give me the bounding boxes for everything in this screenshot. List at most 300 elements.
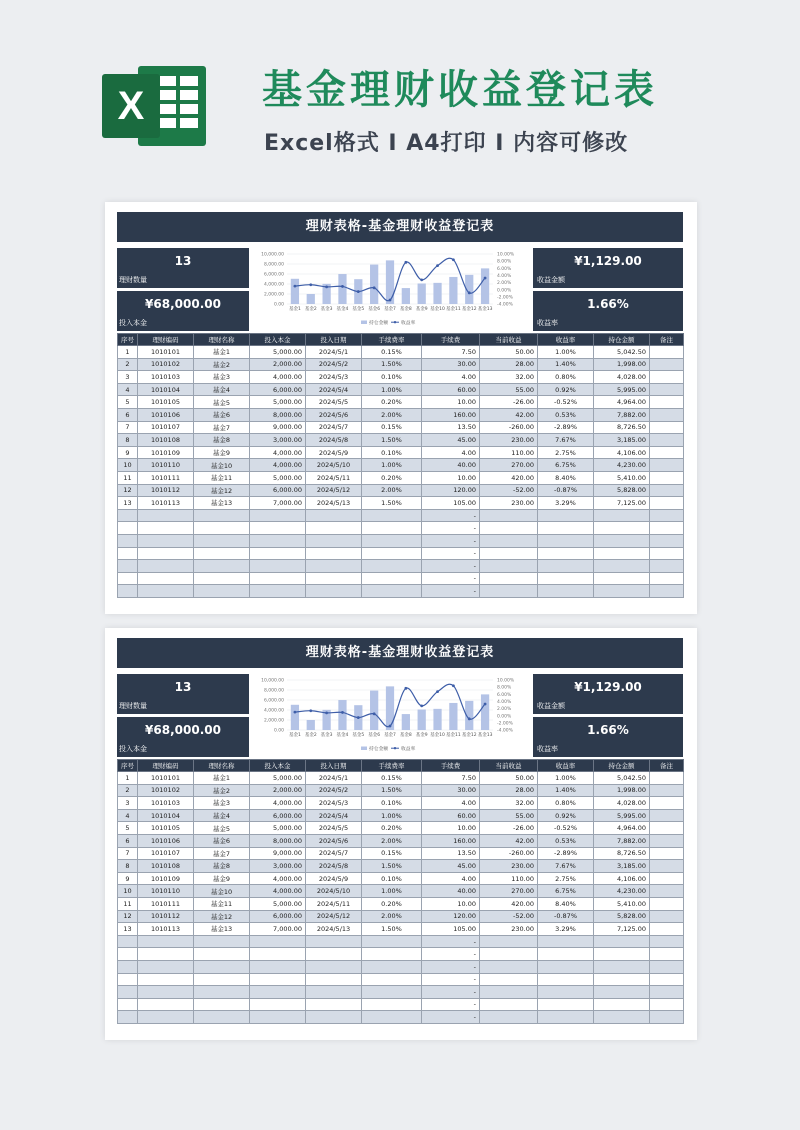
table-cell[interactable]: 1.00%	[362, 459, 422, 472]
table-cell[interactable]: 4,000.00	[250, 885, 306, 898]
table-cell[interactable]: 30.00	[422, 358, 480, 371]
table-cell[interactable]: 基金10	[194, 459, 250, 472]
table-cell[interactable]: 32.00	[480, 797, 538, 810]
table-cell[interactable]: 0.10%	[362, 446, 422, 459]
table-cell[interactable]: 55.00	[480, 809, 538, 822]
table-cell[interactable]	[538, 948, 594, 961]
table-cell[interactable]	[194, 973, 250, 986]
table-cell[interactable]: 2024/5/2	[306, 784, 362, 797]
table-cell[interactable]: -	[422, 522, 480, 535]
table-cell[interactable]	[306, 572, 362, 585]
table-cell[interactable]: 12	[118, 910, 138, 923]
table-cell[interactable]	[650, 834, 684, 847]
table-cell[interactable]: 230.00	[480, 923, 538, 936]
table-cell[interactable]: 1010108	[138, 434, 194, 447]
table-cell[interactable]: 2024/5/8	[306, 434, 362, 447]
table-cell[interactable]	[118, 948, 138, 961]
table-cell[interactable]	[594, 1011, 650, 1024]
table-cell[interactable]: 1010101	[138, 346, 194, 359]
table-cell[interactable]: 4	[118, 383, 138, 396]
table-cell[interactable]: 2024/5/7	[306, 847, 362, 860]
table-cell[interactable]: 5,828.00	[594, 484, 650, 497]
table-cell[interactable]: 50.00	[480, 346, 538, 359]
table-cell[interactable]	[250, 560, 306, 573]
table-cell[interactable]: 3,000.00	[250, 434, 306, 447]
table-cell[interactable]	[194, 935, 250, 948]
table-cell[interactable]: 8.40%	[538, 471, 594, 484]
table-cell[interactable]: 1010107	[138, 421, 194, 434]
table-cell[interactable]: 11	[118, 897, 138, 910]
table-cell[interactable]	[250, 585, 306, 598]
table-cell[interactable]: 2	[118, 784, 138, 797]
table-cell[interactable]: 5,995.00	[594, 383, 650, 396]
table-cell[interactable]	[306, 948, 362, 961]
table-cell[interactable]: 3	[118, 371, 138, 384]
table-cell[interactable]	[118, 585, 138, 598]
table-cell[interactable]	[362, 585, 422, 598]
table-cell[interactable]: 基金4	[194, 809, 250, 822]
table-cell[interactable]: 42.00	[480, 408, 538, 421]
table-cell[interactable]	[594, 960, 650, 973]
table-cell[interactable]	[650, 547, 684, 560]
table-cell[interactable]: 0.10%	[362, 371, 422, 384]
table-cell[interactable]: 4,000.00	[250, 459, 306, 472]
table-cell[interactable]	[650, 408, 684, 421]
table-cell[interactable]	[362, 534, 422, 547]
table-cell[interactable]	[480, 948, 538, 961]
table-cell[interactable]: 5,410.00	[594, 471, 650, 484]
table-cell[interactable]: 7,882.00	[594, 408, 650, 421]
table-cell[interactable]	[138, 534, 194, 547]
table-cell[interactable]	[480, 585, 538, 598]
table-cell[interactable]	[250, 998, 306, 1011]
table-cell[interactable]	[362, 998, 422, 1011]
table-cell[interactable]: -0.52%	[538, 822, 594, 835]
table-cell[interactable]: 4	[118, 809, 138, 822]
table-cell[interactable]	[138, 560, 194, 573]
table-cell[interactable]	[650, 358, 684, 371]
table-cell[interactable]: 270.00	[480, 459, 538, 472]
table-cell[interactable]: 9,000.00	[250, 421, 306, 434]
table-cell[interactable]	[362, 948, 422, 961]
table-cell[interactable]	[650, 822, 684, 835]
table-cell[interactable]	[250, 986, 306, 999]
table-cell[interactable]	[538, 998, 594, 1011]
table-cell[interactable]: -26.00	[480, 396, 538, 409]
table-cell[interactable]: 7,000.00	[250, 923, 306, 936]
table-cell[interactable]: 基金5	[194, 822, 250, 835]
table-cell[interactable]: 40.00	[422, 459, 480, 472]
table-cell[interactable]	[480, 572, 538, 585]
table-cell[interactable]: 10	[118, 459, 138, 472]
table-cell[interactable]: 1.50%	[362, 784, 422, 797]
table-cell[interactable]: 1010110	[138, 885, 194, 898]
table-cell[interactable]: 2.75%	[538, 446, 594, 459]
table-cell[interactable]: 7,000.00	[250, 497, 306, 510]
table-cell[interactable]: 1.50%	[362, 434, 422, 447]
table-cell[interactable]: 基金8	[194, 860, 250, 873]
table-cell[interactable]: 6	[118, 834, 138, 847]
table-cell[interactable]	[650, 497, 684, 510]
table-cell[interactable]: 1010102	[138, 358, 194, 371]
table-cell[interactable]: 7,125.00	[594, 923, 650, 936]
table-cell[interactable]	[194, 986, 250, 999]
table-cell[interactable]: 7	[118, 421, 138, 434]
table-cell[interactable]	[650, 446, 684, 459]
table-cell[interactable]: 10.00	[422, 471, 480, 484]
table-cell[interactable]: 5,000.00	[250, 822, 306, 835]
table-cell[interactable]: 1010106	[138, 834, 194, 847]
table-cell[interactable]: 1010109	[138, 446, 194, 459]
table-cell[interactable]	[118, 1011, 138, 1024]
table-cell[interactable]: 110.00	[480, 446, 538, 459]
table-cell[interactable]	[538, 560, 594, 573]
table-cell[interactable]: 1010107	[138, 847, 194, 860]
table-cell[interactable]: 基金13	[194, 923, 250, 936]
table-cell[interactable]	[480, 509, 538, 522]
table-cell[interactable]: 120.00	[422, 484, 480, 497]
table-cell[interactable]	[306, 560, 362, 573]
table-cell[interactable]	[650, 986, 684, 999]
table-cell[interactable]: -	[422, 547, 480, 560]
table-cell[interactable]	[650, 459, 684, 472]
table-cell[interactable]: 13	[118, 497, 138, 510]
table-cell[interactable]: -	[422, 509, 480, 522]
table-cell[interactable]: 3,185.00	[594, 860, 650, 873]
table-cell[interactable]: 0.80%	[538, 371, 594, 384]
table-cell[interactable]	[306, 960, 362, 973]
table-cell[interactable]: 3.29%	[538, 497, 594, 510]
table-cell[interactable]: 42.00	[480, 834, 538, 847]
table-cell[interactable]	[650, 935, 684, 948]
table-cell[interactable]: 2024/5/3	[306, 797, 362, 810]
table-cell[interactable]	[194, 547, 250, 560]
table-cell[interactable]: 5,828.00	[594, 910, 650, 923]
table-cell[interactable]	[594, 534, 650, 547]
table-cell[interactable]: 4,000.00	[250, 446, 306, 459]
table-cell[interactable]: 4,000.00	[250, 797, 306, 810]
table-cell[interactable]	[594, 585, 650, 598]
table-cell[interactable]: 基金1	[194, 772, 250, 785]
table-cell[interactable]: 1.50%	[362, 497, 422, 510]
table-cell[interactable]	[480, 547, 538, 560]
table-cell[interactable]	[650, 1011, 684, 1024]
table-cell[interactable]: 8,726.50	[594, 421, 650, 434]
table-cell[interactable]: 2024/5/6	[306, 834, 362, 847]
table-cell[interactable]: 9,000.00	[250, 847, 306, 860]
table-cell[interactable]: 45.00	[422, 434, 480, 447]
table-cell[interactable]: 2,000.00	[250, 358, 306, 371]
table-cell[interactable]	[650, 534, 684, 547]
table-cell[interactable]	[650, 960, 684, 973]
table-cell[interactable]	[138, 960, 194, 973]
table-cell[interactable]: 8,000.00	[250, 834, 306, 847]
table-cell[interactable]	[480, 560, 538, 573]
table-cell[interactable]: 1.00%	[362, 885, 422, 898]
table-cell[interactable]	[650, 522, 684, 535]
table-cell[interactable]: 1010111	[138, 897, 194, 910]
table-cell[interactable]	[480, 1011, 538, 1024]
table-cell[interactable]	[362, 547, 422, 560]
table-cell[interactable]: 32.00	[480, 371, 538, 384]
table-cell[interactable]	[138, 522, 194, 535]
table-cell[interactable]: -	[422, 986, 480, 999]
table-cell[interactable]: 1010103	[138, 797, 194, 810]
table-cell[interactable]: -	[422, 973, 480, 986]
table-cell[interactable]: 基金13	[194, 497, 250, 510]
table-cell[interactable]: 7.67%	[538, 434, 594, 447]
table-cell[interactable]	[118, 534, 138, 547]
table-cell[interactable]: 4.00	[422, 872, 480, 885]
table-cell[interactable]: 2.00%	[362, 408, 422, 421]
table-cell[interactable]: -52.00	[480, 484, 538, 497]
table-cell[interactable]	[538, 509, 594, 522]
table-cell[interactable]: 5,000.00	[250, 772, 306, 785]
table-cell[interactable]	[250, 960, 306, 973]
table-cell[interactable]: 基金10	[194, 885, 250, 898]
table-cell[interactable]	[650, 923, 684, 936]
table-cell[interactable]	[650, 872, 684, 885]
table-cell[interactable]: 4,106.00	[594, 872, 650, 885]
table-cell[interactable]: 4.00	[422, 797, 480, 810]
table-cell[interactable]	[480, 534, 538, 547]
table-cell[interactable]: 4,964.00	[594, 822, 650, 835]
table-cell[interactable]: 2024/5/9	[306, 872, 362, 885]
table-cell[interactable]: 1010105	[138, 822, 194, 835]
table-cell[interactable]: 4,106.00	[594, 446, 650, 459]
table-cell[interactable]: 2.75%	[538, 872, 594, 885]
table-cell[interactable]	[250, 973, 306, 986]
table-cell[interactable]	[480, 998, 538, 1011]
table-cell[interactable]: 4,230.00	[594, 885, 650, 898]
table-cell[interactable]: 基金12	[194, 484, 250, 497]
table-cell[interactable]: -	[422, 948, 480, 961]
table-cell[interactable]	[362, 960, 422, 973]
table-cell[interactable]: 2024/5/3	[306, 371, 362, 384]
table-cell[interactable]	[480, 960, 538, 973]
table-cell[interactable]: -	[422, 960, 480, 973]
table-cell[interactable]	[538, 986, 594, 999]
table-cell[interactable]: 2024/5/4	[306, 383, 362, 396]
table-cell[interactable]	[650, 910, 684, 923]
table-cell[interactable]	[194, 509, 250, 522]
table-cell[interactable]: 1010112	[138, 910, 194, 923]
table-cell[interactable]: 2024/5/11	[306, 471, 362, 484]
table-cell[interactable]: -2.89%	[538, 421, 594, 434]
table-cell[interactable]: 2024/5/9	[306, 446, 362, 459]
table-cell[interactable]	[650, 484, 684, 497]
table-cell[interactable]: 基金2	[194, 784, 250, 797]
table-cell[interactable]: 0.15%	[362, 346, 422, 359]
table-cell[interactable]: 8.40%	[538, 897, 594, 910]
table-cell[interactable]: 11	[118, 471, 138, 484]
table-cell[interactable]	[250, 1011, 306, 1024]
table-cell[interactable]	[138, 509, 194, 522]
table-cell[interactable]: 2024/5/8	[306, 860, 362, 873]
table-cell[interactable]: -0.52%	[538, 396, 594, 409]
table-cell[interactable]: 5,000.00	[250, 396, 306, 409]
table-cell[interactable]	[594, 986, 650, 999]
table-cell[interactable]: 基金11	[194, 897, 250, 910]
table-cell[interactable]: 7,882.00	[594, 834, 650, 847]
table-cell[interactable]: 1010104	[138, 809, 194, 822]
table-cell[interactable]	[362, 572, 422, 585]
table-cell[interactable]	[118, 572, 138, 585]
table-cell[interactable]: 6,000.00	[250, 383, 306, 396]
table-cell[interactable]: 2024/5/12	[306, 484, 362, 497]
table-cell[interactable]	[194, 560, 250, 573]
table-cell[interactable]: 10.00	[422, 897, 480, 910]
table-cell[interactable]: 8,726.50	[594, 847, 650, 860]
table-cell[interactable]	[650, 572, 684, 585]
table-cell[interactable]: -0.87%	[538, 910, 594, 923]
table-cell[interactable]: 30.00	[422, 784, 480, 797]
table-cell[interactable]: 2024/5/12	[306, 910, 362, 923]
table-cell[interactable]: 7,125.00	[594, 497, 650, 510]
table-cell[interactable]: 2024/5/5	[306, 822, 362, 835]
table-cell[interactable]	[538, 522, 594, 535]
table-cell[interactable]: 4,028.00	[594, 797, 650, 810]
table-cell[interactable]: 基金2	[194, 358, 250, 371]
table-cell[interactable]: 1.50%	[362, 358, 422, 371]
table-cell[interactable]	[650, 847, 684, 860]
table-cell[interactable]	[250, 522, 306, 535]
table-cell[interactable]: -	[422, 572, 480, 585]
table-cell[interactable]: 1010104	[138, 383, 194, 396]
table-cell[interactable]: 0.80%	[538, 797, 594, 810]
table-cell[interactable]	[250, 509, 306, 522]
table-cell[interactable]: 4,028.00	[594, 371, 650, 384]
table-cell[interactable]: 1.50%	[362, 860, 422, 873]
table-cell[interactable]	[118, 973, 138, 986]
table-cell[interactable]: 1.50%	[362, 923, 422, 936]
table-cell[interactable]: 基金11	[194, 471, 250, 484]
table-cell[interactable]	[650, 509, 684, 522]
table-cell[interactable]	[650, 434, 684, 447]
table-cell[interactable]: 1010106	[138, 408, 194, 421]
table-cell[interactable]: 28.00	[480, 784, 538, 797]
table-cell[interactable]: 8,000.00	[250, 408, 306, 421]
table-cell[interactable]	[650, 421, 684, 434]
table-cell[interactable]	[362, 560, 422, 573]
table-cell[interactable]: 基金3	[194, 797, 250, 810]
table-cell[interactable]	[650, 471, 684, 484]
table-cell[interactable]: 28.00	[480, 358, 538, 371]
table-cell[interactable]: 110.00	[480, 872, 538, 885]
table-cell[interactable]	[362, 1011, 422, 1024]
table-cell[interactable]: 105.00	[422, 497, 480, 510]
table-cell[interactable]: 10	[118, 885, 138, 898]
table-cell[interactable]	[118, 986, 138, 999]
table-cell[interactable]: 13	[118, 923, 138, 936]
table-cell[interactable]: 230.00	[480, 497, 538, 510]
table-cell[interactable]: 120.00	[422, 910, 480, 923]
table-cell[interactable]	[138, 973, 194, 986]
table-cell[interactable]: 基金5	[194, 396, 250, 409]
table-cell[interactable]	[194, 585, 250, 598]
table-cell[interactable]	[362, 522, 422, 535]
table-cell[interactable]	[538, 534, 594, 547]
table-cell[interactable]	[650, 948, 684, 961]
table-cell[interactable]	[138, 986, 194, 999]
table-cell[interactable]: 420.00	[480, 897, 538, 910]
table-cell[interactable]: 60.00	[422, 809, 480, 822]
table-cell[interactable]: 160.00	[422, 834, 480, 847]
table-cell[interactable]	[194, 948, 250, 961]
table-cell[interactable]: 基金7	[194, 421, 250, 434]
table-cell[interactable]	[538, 935, 594, 948]
table-cell[interactable]: 6,000.00	[250, 809, 306, 822]
table-cell[interactable]: -	[422, 935, 480, 948]
table-cell[interactable]	[594, 935, 650, 948]
table-cell[interactable]: 1,998.00	[594, 358, 650, 371]
table-cell[interactable]	[594, 560, 650, 573]
table-cell[interactable]	[650, 772, 684, 785]
table-cell[interactable]: 基金7	[194, 847, 250, 860]
table-cell[interactable]	[138, 572, 194, 585]
table-cell[interactable]	[650, 346, 684, 359]
table-cell[interactable]	[194, 534, 250, 547]
table-cell[interactable]: 160.00	[422, 408, 480, 421]
table-cell[interactable]	[306, 522, 362, 535]
table-cell[interactable]: 0.15%	[362, 772, 422, 785]
table-cell[interactable]	[480, 935, 538, 948]
table-cell[interactable]: 7.67%	[538, 860, 594, 873]
table-cell[interactable]: 3	[118, 797, 138, 810]
table-cell[interactable]: 1.40%	[538, 784, 594, 797]
table-cell[interactable]: 2024/5/13	[306, 497, 362, 510]
table-cell[interactable]	[594, 973, 650, 986]
table-cell[interactable]: 1010112	[138, 484, 194, 497]
table-cell[interactable]: 1.00%	[538, 346, 594, 359]
table-cell[interactable]	[594, 998, 650, 1011]
table-cell[interactable]	[138, 547, 194, 560]
table-cell[interactable]	[594, 522, 650, 535]
table-cell[interactable]: 13.50	[422, 847, 480, 860]
table-cell[interactable]	[594, 547, 650, 560]
table-cell[interactable]	[306, 585, 362, 598]
table-cell[interactable]: 6.75%	[538, 885, 594, 898]
table-cell[interactable]	[480, 973, 538, 986]
table-cell[interactable]: 4.00	[422, 371, 480, 384]
table-cell[interactable]	[138, 998, 194, 1011]
table-cell[interactable]: 8	[118, 434, 138, 447]
table-cell[interactable]	[480, 522, 538, 535]
table-cell[interactable]: 5	[118, 822, 138, 835]
table-cell[interactable]: 1.00%	[362, 809, 422, 822]
table-cell[interactable]: 基金8	[194, 434, 250, 447]
table-cell[interactable]: 6,000.00	[250, 910, 306, 923]
table-cell[interactable]: 5,000.00	[250, 346, 306, 359]
table-cell[interactable]: 5,000.00	[250, 471, 306, 484]
table-cell[interactable]: 0.53%	[538, 408, 594, 421]
table-cell[interactable]: 0.10%	[362, 872, 422, 885]
table-cell[interactable]: 5,995.00	[594, 809, 650, 822]
table-cell[interactable]	[650, 973, 684, 986]
table-cell[interactable]: 3,185.00	[594, 434, 650, 447]
table-cell[interactable]: -	[422, 585, 480, 598]
table-cell[interactable]: 12	[118, 484, 138, 497]
table-cell[interactable]: 2024/5/7	[306, 421, 362, 434]
table-cell[interactable]	[650, 585, 684, 598]
table-cell[interactable]	[650, 860, 684, 873]
table-cell[interactable]: 6.75%	[538, 459, 594, 472]
table-cell[interactable]	[194, 522, 250, 535]
table-cell[interactable]: 1	[118, 346, 138, 359]
table-cell[interactable]: 1010105	[138, 396, 194, 409]
table-cell[interactable]	[194, 998, 250, 1011]
table-cell[interactable]	[118, 935, 138, 948]
